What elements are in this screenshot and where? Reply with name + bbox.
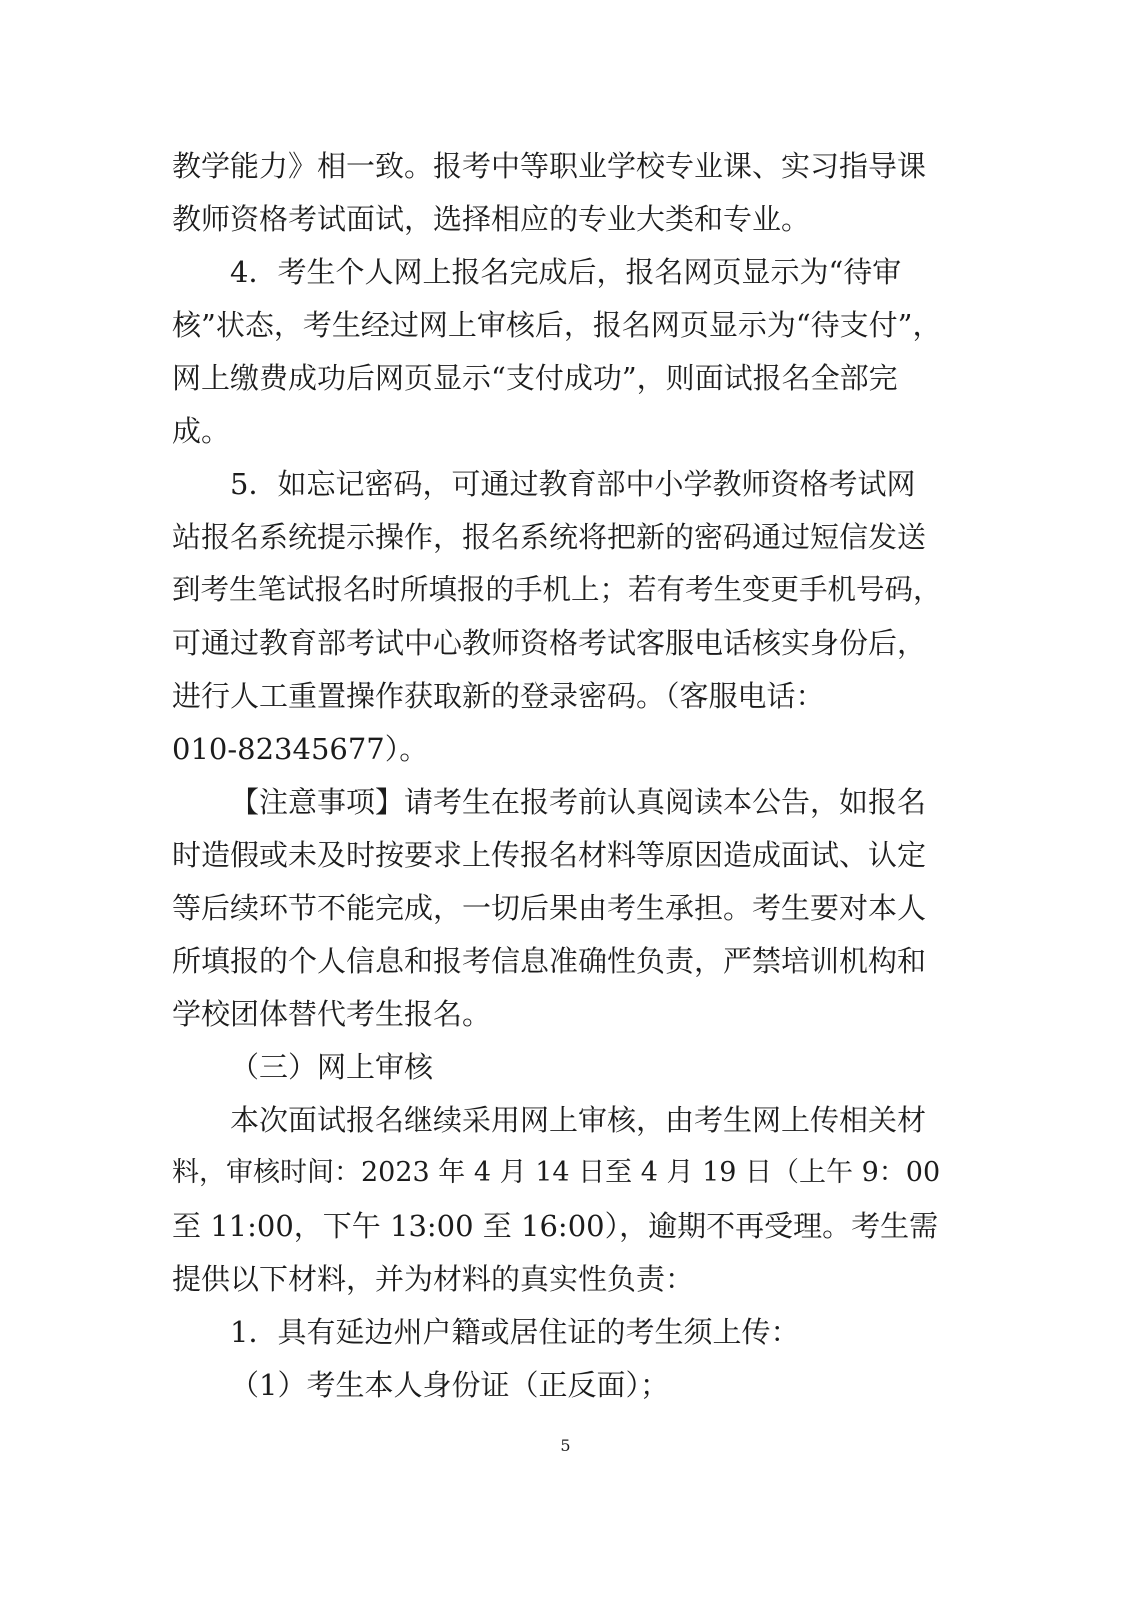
section-heading: （三）网上审核 <box>230 1050 434 1084</box>
text-line: 提供以下材料，并为材料的真实性负责： <box>172 1262 695 1296</box>
text-line: 至 11:00，下午 13:00 至 16:00），逾期不再受理。考生需 <box>172 1209 939 1243</box>
list-item-1: 1．具有延边州户籍或居住证的考生须上传： <box>230 1315 800 1349</box>
text-line: 料，审核时间：2023 年 4 月 14 日至 4 月 19 日（上午 9：00 <box>172 1157 941 1188</box>
list-item-5: 5．如忘记密码，可通过教育部中小学教师资格考试网 <box>230 467 916 501</box>
text-line: 等后续环节不能完成，一切后果由考生承担。考生要对本人 <box>172 891 927 925</box>
text-line: 所填报的个人信息和报考信息准确性负责，严禁培训机构和 <box>172 944 927 978</box>
text-line: 成。 <box>172 414 231 448</box>
text-line: 学校团体替代考生报名。 <box>172 997 492 1031</box>
text-line: 进行人工重置操作获取新的登录密码。（客服电话： <box>172 679 825 713</box>
text-line: 网上缴费成功后网页显示“支付成功”，则面试报名全部完 <box>172 361 898 395</box>
text-line: 可通过教育部考试中心教师资格考试客服电话核实身份后， <box>172 626 927 660</box>
notice-heading-line: 【注意事项】请考生在报考前认真阅读本公告，如报名 <box>230 785 927 819</box>
page-number: 5 <box>560 1436 571 1455</box>
text-line: 站报名系统提示操作，报名系统将把新的密码通过短信发送 <box>172 520 927 554</box>
text-line: 核”状态，考生经过网上审核后，报名网页显示为“待支付”， <box>172 308 942 342</box>
sub-list-item-1: （1）考生本人身份证（正反面）； <box>230 1368 669 1402</box>
text-line: 教师资格考试面试，选择相应的专业大类和专业。 <box>172 202 811 236</box>
phone-number-line: 010-82345677）。 <box>172 732 429 766</box>
text-line: 时造假或未及时按要求上传报名材料等原因造成面试、认定 <box>172 838 927 872</box>
text-line: 教学能力》相一致。报考中等职业学校专业课、实习指导课 <box>172 149 927 183</box>
text-line: 到考生笔试报名时所填报的手机上；若有考生变更手机号码， <box>172 573 942 606</box>
list-item-4: 4．考生个人网上报名完成后，报名网页显示为“待审 <box>230 255 902 289</box>
text-line: 本次面试报名继续采用网上审核，由考生网上传相关材 <box>230 1103 927 1137</box>
